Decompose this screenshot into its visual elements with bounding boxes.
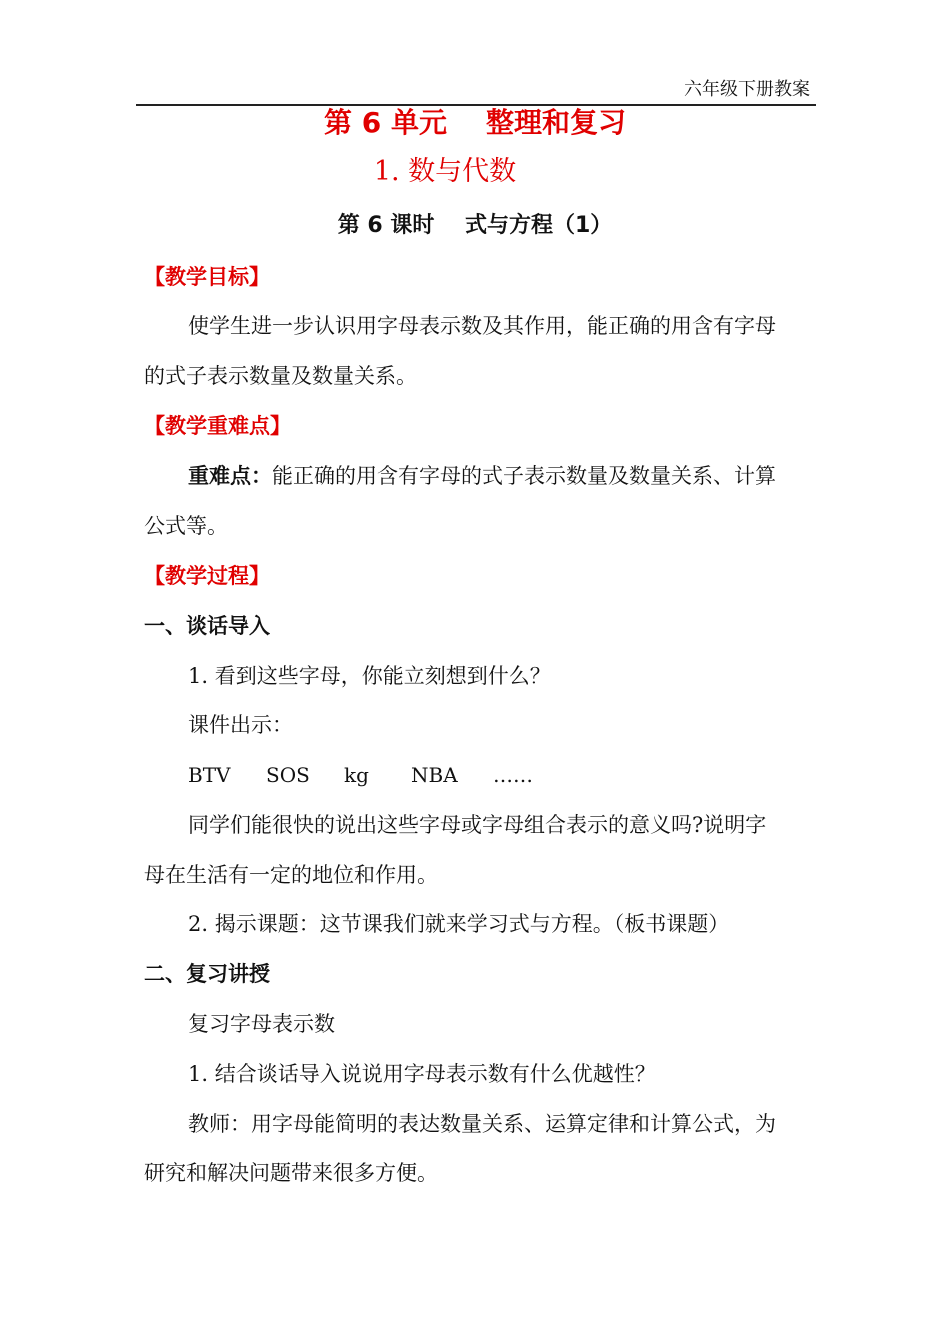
unit-title: 第 6 单元 整理和复习 (324, 106, 626, 139)
teacher-line-2: 研究和解决问题带来很多方便。 (144, 1161, 438, 1185)
key-points-line-2: 公式等。 (144, 514, 228, 538)
part1-paragraph-line-1: 同学们能很快的说出这些字母或字母组合表示的意义吗?说明字 (188, 813, 767, 837)
token-kg: kg (344, 763, 369, 787)
part1-question-2: 2. 揭示课题：这节课我们就来学习式与方程。（板书课题） (188, 912, 730, 936)
teacher-line-1: 教师：用字母能简明的表达数量关系、运算定律和计算公式，为 (188, 1112, 776, 1136)
part1-question-1: 1. 看到这些字母，你能立刻想到什么？ (188, 664, 551, 688)
token-nba: NBA (411, 763, 458, 787)
section-title: 1. 数与代数 (373, 156, 517, 187)
document-header-label: 六年级下册教案 (684, 79, 810, 100)
part1-heading: 一、谈话导入 (144, 614, 270, 638)
token-sos: SOS (266, 763, 310, 787)
goals-text-line-1: 使学生进一步认识用字母表示数及其作用，能正确的用含有字母 (188, 314, 776, 338)
teaching-process-heading: 【教学过程】 (144, 564, 270, 588)
part2-question-1: 1. 结合谈话导入说说用字母表示数有什么优越性？ (188, 1062, 656, 1086)
part1-paragraph-line-2: 母在生活有一定的地位和作用。 (144, 863, 438, 887)
token-ellipsis: …… (493, 763, 533, 787)
lesson-title: 第 6 课时 式与方程（1） (337, 213, 613, 238)
part2-heading: 二、复习讲授 (144, 962, 270, 986)
key-points-label: 重难点： (188, 464, 272, 488)
token-btv: BTV (188, 763, 231, 787)
courseware-label: 课件出示： (188, 713, 293, 737)
part2-subheading: 复习字母表示数 (188, 1012, 335, 1036)
key-points-heading: 【教学重难点】 (144, 414, 291, 438)
key-points-line-1 (188, 461, 868, 491)
teaching-goals-heading: 【教学目标】 (144, 265, 270, 289)
goals-text-line-2: 的式子表示数量及数量关系。 (144, 364, 417, 388)
key-points-text: 能正确的用含有字母的式子表示数量及数量关系、计算 (272, 464, 776, 488)
